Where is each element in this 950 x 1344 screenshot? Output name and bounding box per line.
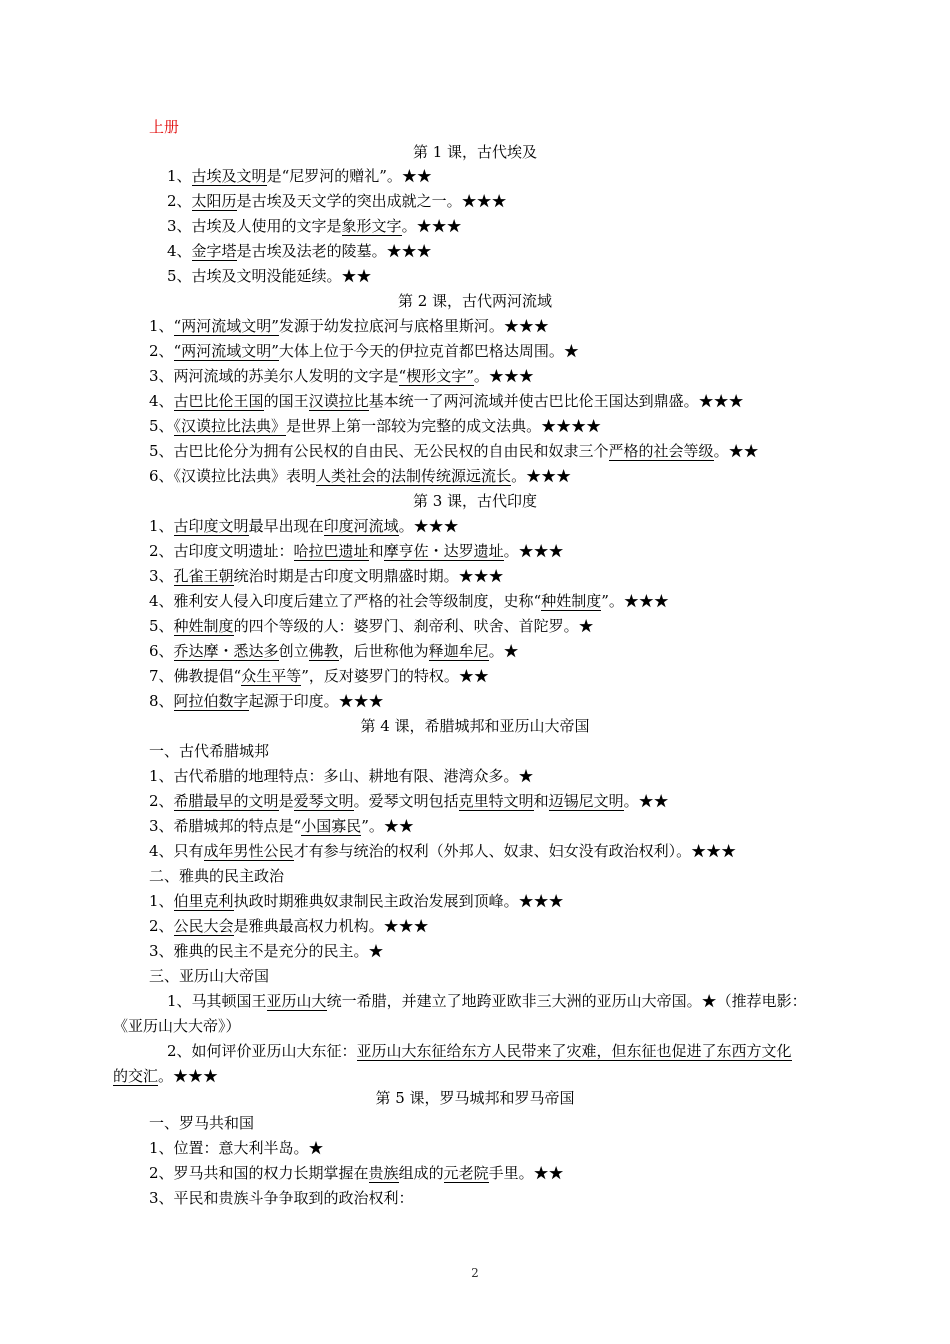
key-term: 古巴比伦王国 — [173, 392, 264, 410]
key-term: 元老院 — [443, 1164, 489, 1182]
lesson-title: 第 4 课，希腊城邦和亚历山大帝国 — [360, 717, 590, 735]
key-term: 太阳历 — [191, 192, 237, 210]
line-text: 3、雅典的民主不是充分的民主。★ — [149, 942, 384, 960]
page-number: 2 — [471, 1266, 479, 1280]
note-line — [113, 1016, 241, 1036]
line-text: 1、 — [149, 517, 174, 535]
line-text: 3、两河流域的苏美尔人发明的文字是 — [149, 367, 399, 385]
line-text: 2、如何评价亚历山大东征： — [167, 1042, 357, 1060]
line-text: 二、雅典的民主政治 — [149, 867, 285, 885]
line-text: 4、只有 — [149, 842, 204, 860]
line-text: ”，反对婆罗门的特权。★★ — [301, 667, 489, 685]
line-text: 的四个等级的人：婆罗门、刹帝利、吠舍、首陀罗。★ — [233, 617, 594, 635]
line-text: 4、 — [167, 242, 192, 260]
line-text: 是 — [278, 792, 294, 810]
line-text: ”。★★ — [361, 817, 414, 835]
note-line — [149, 741, 269, 761]
key-term: 的交汇 — [113, 1067, 159, 1085]
note-line — [149, 691, 384, 711]
key-term: 摩亨佐・达罗遗址 — [383, 542, 504, 560]
note-line — [149, 1163, 564, 1183]
key-term: 《汉谟拉比法典》 — [173, 417, 287, 435]
note-line — [167, 1041, 792, 1061]
key-term: 成年男性公民 — [203, 842, 294, 860]
key-term: “两河流域文明” — [173, 342, 279, 360]
note-line — [149, 391, 744, 411]
line-text: 才有参与统治的权利（外邦人、奴隶、妇女没有政治权利）。★★★ — [293, 842, 737, 860]
note-line — [167, 166, 432, 186]
line-text: 。★★★ — [398, 517, 459, 535]
note-line — [149, 516, 459, 536]
volume-header: 上册 — [149, 118, 180, 136]
line-text: 3、希腊城邦的特点是“ — [149, 817, 302, 835]
note-line — [149, 1188, 414, 1208]
key-term: 爱琴文明 — [293, 792, 354, 810]
key-term: “两河流域文明” — [173, 317, 279, 335]
key-term: 小国寡民 — [301, 817, 362, 835]
key-term: 亚历山大 — [266, 992, 327, 1010]
key-term: 古印度文明 — [173, 517, 249, 535]
line-text: 组成的 — [398, 1164, 444, 1182]
line-text: 是古埃及天文学的突出成就之一。★★★ — [236, 192, 507, 210]
note-line — [149, 866, 284, 886]
line-text: 统一希腊，并建立了地跨亚欧非三大洲的亚历山大帝国。★（推荐电影： — [326, 992, 807, 1010]
note-line — [149, 341, 579, 361]
note-line — [149, 791, 669, 811]
key-term: “楔形文字” — [398, 367, 474, 385]
key-term: 佛教 — [308, 642, 339, 660]
note-line — [149, 966, 269, 986]
key-term: 贵族 — [368, 1164, 399, 1182]
line-text: 1、 — [167, 167, 192, 185]
key-term: 乔达摩・悉达多 — [173, 642, 279, 660]
line-text: 3、古埃及人使用的文字是 — [167, 217, 342, 235]
note-line — [149, 666, 489, 686]
note-line — [113, 1066, 218, 1086]
note-line — [167, 191, 507, 211]
line-text: 起源于印度。★★★ — [248, 692, 384, 710]
line-text: 三、亚历山大帝国 — [149, 967, 270, 985]
line-text: 一、古代希腊城邦 — [149, 742, 270, 760]
note-line — [149, 641, 519, 661]
line-text: 。★ — [488, 642, 519, 660]
line-text: 《亚历山大大帝》） — [113, 1017, 241, 1035]
line-text: 统治时期是古印度文明鼎盛时期。★★★ — [233, 567, 504, 585]
key-term: 迈锡尼文明 — [548, 792, 624, 810]
line-text: 3、 — [149, 567, 174, 585]
key-term: 孔雀王朝 — [173, 567, 234, 585]
key-term: 严格的社会等级 — [608, 442, 714, 460]
note-line — [149, 441, 759, 461]
line-text: 1、古代希腊的地理特点：多山、耕地有限、港湾众多。★ — [149, 767, 534, 785]
note-line — [149, 466, 571, 486]
note-line — [149, 566, 504, 586]
key-term: 亚历山大东征给东方人民带来了灾难，但东征也促进了东西方文化 — [356, 1042, 792, 1060]
note-line — [167, 216, 462, 236]
line-text: 1、马其顿国王 — [167, 992, 267, 1010]
line-text: 执政时期雅典奴隶制民主政治发展到顶峰。★★★ — [233, 892, 564, 910]
key-term: 公民大会 — [173, 917, 234, 935]
line-text: 发源于幼发拉底河与底格里斯河。★★★ — [278, 317, 549, 335]
key-term: 象形文字 — [341, 217, 402, 235]
note-line — [149, 916, 429, 936]
note-line — [149, 616, 594, 636]
note-line — [149, 541, 564, 561]
line-text: 基本统一了两河流域并使古巴比伦王国达到鼎盛。★★★ — [368, 392, 744, 410]
line-text: 。★★ — [713, 442, 759, 460]
note-line — [149, 841, 736, 861]
line-text: 4、 — [149, 392, 174, 410]
line-text: ，后世称他为 — [338, 642, 429, 660]
line-text: 是古埃及法老的陵墓。★★★ — [236, 242, 432, 260]
line-text: 的国王 — [263, 392, 309, 410]
note-line — [149, 891, 564, 911]
key-term: 希腊最早的文明 — [173, 792, 279, 810]
line-text: 2、古印度文明遗址： — [149, 542, 294, 560]
note-line — [149, 1113, 254, 1133]
line-text: 5、古埃及文明没能延续。★★ — [167, 267, 372, 285]
note-line — [149, 766, 534, 786]
line-text: 和 — [368, 542, 384, 560]
line-text: 2、 — [149, 342, 174, 360]
line-text: 6、 — [149, 642, 174, 660]
line-text: 是世界上第一部较为完整的成文法典。★★★★ — [286, 417, 602, 435]
line-text: 。★★★ — [503, 542, 564, 560]
line-text: 是雅典最高权力机构。★★★ — [233, 917, 429, 935]
line-text: 7、佛教提倡“ — [149, 667, 242, 685]
line-text: 2、 — [167, 192, 192, 210]
key-term: 众生平等 — [241, 667, 302, 685]
key-term: 阿拉伯数字 — [173, 692, 249, 710]
line-text: 2、 — [149, 792, 174, 810]
note-line — [167, 991, 807, 1011]
key-term: 古埃及文明 — [191, 167, 267, 185]
line-text: 手里。★★ — [488, 1164, 564, 1182]
line-text: 。★★★ — [511, 467, 572, 485]
line-text: 。爱琴文明包括 — [353, 792, 459, 810]
line-text: 。★★★ — [158, 1067, 219, 1085]
lesson-title: 第 2 课，古代两河流域 — [397, 292, 553, 310]
key-term: 克里特文明 — [458, 792, 534, 810]
line-text: 。★★ — [623, 792, 669, 810]
note-line — [149, 366, 534, 386]
line-text: 和 — [533, 792, 549, 810]
line-text: 5、 — [149, 417, 174, 435]
line-text: 创立 — [278, 642, 309, 660]
key-term: 种姓制度 — [173, 617, 234, 635]
line-text: 2、 — [149, 917, 174, 935]
key-term: 印度河流域 — [323, 517, 399, 535]
line-text: 5、古巴比伦分为拥有公民权的自由民、无公民权的自由民和奴隶三个 — [149, 442, 609, 460]
note-line — [149, 591, 669, 611]
line-text: 大体上位于今天的伊拉克首都巴格达周围。★ — [278, 342, 579, 360]
line-text: 。★★★ — [473, 367, 534, 385]
note-line — [149, 316, 549, 336]
line-text: 1、 — [149, 892, 174, 910]
note-line — [149, 416, 601, 436]
key-term: 伯里克利 — [173, 892, 234, 910]
line-text: 1、 — [149, 317, 174, 335]
line-text: ”。★★★ — [601, 592, 669, 610]
note-line — [149, 1138, 324, 1158]
lesson-title: 第 1 课，古代埃及 — [412, 143, 538, 161]
lesson-title: 第 3 课，古代印度 — [412, 492, 538, 510]
key-term: 哈拉巴遗址 — [293, 542, 369, 560]
key-term: 释迦牟尼 — [428, 642, 489, 660]
line-text: 6、《汉谟拉比法典》表明 — [149, 467, 317, 485]
key-term: 金字塔 — [191, 242, 237, 260]
key-term: 汉谟拉比 — [308, 392, 369, 410]
line-text: 3、平民和贵族斗争争取到的政治权利： — [149, 1189, 414, 1207]
note-line — [149, 941, 384, 961]
line-text: 4、雅利安人侵入印度后建立了严格的社会等级制度，史称“ — [149, 592, 542, 610]
line-text: 1、位置：意大利半岛。★ — [149, 1139, 324, 1157]
line-text: 一、罗马共和国 — [149, 1114, 255, 1132]
line-text: 是“尼罗河的赠礼”。★★ — [266, 167, 432, 185]
line-text: 最早出现在 — [248, 517, 324, 535]
line-text: 。★★★ — [401, 217, 462, 235]
key-term: 种姓制度 — [541, 592, 602, 610]
note-line — [149, 816, 414, 836]
line-text: 5、 — [149, 617, 174, 635]
key-term: 人类社会的法制传统源远流长 — [316, 467, 512, 485]
lesson-title: 第 5 课，罗马城邦和罗马帝国 — [375, 1089, 575, 1107]
line-text: 2、罗马共和国的权力长期掌握在 — [149, 1164, 369, 1182]
note-line — [167, 241, 432, 261]
note-line — [167, 266, 372, 286]
line-text: 8、 — [149, 692, 174, 710]
